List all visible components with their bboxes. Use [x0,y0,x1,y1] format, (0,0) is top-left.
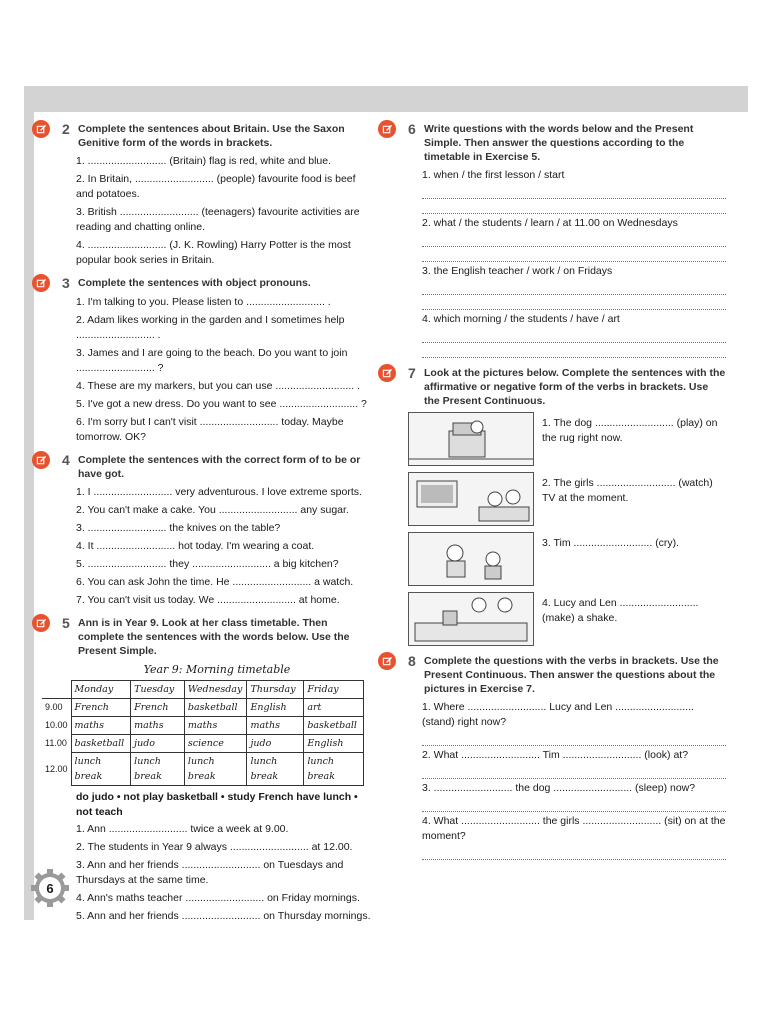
timetable-cell: lunch break [131,753,185,786]
answer-line[interactable] [422,201,726,214]
exercise-instruction: Ann is in Year 9. Look at her class timetable. Then complete the sentences with the words below. Use the Present Simple. [78,617,350,657]
table-row [42,717,364,735]
exercise-item: 2. In Britain, ........................... (people) favourite food is beef and potatoes. [76,173,356,200]
exercise-instruction: Complete the questions with the verbs in brackets. Use the Present Continuous. Then answer the questions about the pictures in Exercise 7. [424,655,719,695]
exercise-item: 6. I'm sorry but I can't visit ........................... today. Maybe tomorrow. OK? [76,416,344,443]
exercise-item: 2. Adam likes working in the garden and I sometimes help ........................... . [76,314,345,341]
timetable-day-header: Friday [304,681,364,699]
timetable-day-header: Thursday [247,681,304,699]
answer-line[interactable] [422,345,726,358]
exercise-item: 5. Ann and her friends ........................... on Thursday mornings. [76,910,371,922]
table-row [42,735,364,753]
exercise-item: 2. what / the students / learn / at 11.00 on Wednesdays [422,217,678,229]
exercise-item: 3. the English teacher / work / on Fridays [422,265,613,277]
page-number: 6 [46,880,54,896]
exercise-item: 4. These are my markers, but you can use ........................... . [76,380,360,392]
exercise-instruction: Complete the sentences with object pronouns. [78,277,311,289]
answer-line[interactable] [422,847,726,860]
exercise-item: 4. ........................... (J. K. Rowling) Harry Potter is the most popular book series in Britain. [76,239,351,266]
exercise-number: 5 [62,615,70,631]
timetable-cell: maths [247,717,304,735]
exercise-item: 1. when / the first lesson / start [422,169,565,181]
timetable-day-header: Monday [71,681,131,699]
exercise-item: 2. You can't make a cake. You ........................... any sugar. [76,504,349,516]
exercise-4 [62,453,372,608]
timetable-time: 10.00 [42,717,71,735]
exercise-item: 6. You can ask John the time. He ........................... a watch. [76,576,354,588]
exercise-item: 5. I've got a new dress. Do you want to see ........................... ? [76,398,367,410]
exercise-item: 3. ........................... the knives on the table? [76,522,281,534]
exercise-item: 3. Tim ........................... (cry). [542,537,680,549]
exercise-3 [62,276,372,445]
picture-item [408,592,726,646]
timetable-time: 9.00 [42,699,71,717]
timetable-day-header: Tuesday [131,681,185,699]
exercise-item: 2. What ........................... Tim ........................... (look) at? [422,749,689,761]
girls-watching-tv-illustration [408,472,534,526]
timetable-cell: basketball [71,735,131,753]
picture-item [408,412,726,466]
exercise-item: 3. James and I are going to the beach. Do you want to join ........................... ? [76,347,348,374]
timetable-cell: science [184,735,247,753]
pencil-icon[interactable] [378,364,396,382]
exercise-6 [408,122,726,358]
exercise-item: 2. The girls ........................... (watch) TV at the moment. [542,477,713,504]
timetable-time: 12.00 [42,753,71,786]
making-shake-illustration [408,592,534,646]
exercise-item: 3. British ........................... (teenagers) favourite activities are reading and chatting online. [76,206,360,233]
table-row [42,753,364,786]
timetable-cell: maths [184,717,247,735]
timetable-cell: art [304,699,364,717]
answer-line[interactable] [422,249,726,262]
exercise-item: 4. Ann's maths teacher ........................... on Friday mornings. [76,892,360,904]
left-column [45,121,372,932]
timetable-day-header: Wednesday [184,681,247,699]
timetable-cell: lunch break [247,753,304,786]
timetable-cell: lunch break [304,753,364,786]
timetable-cell: basketball [184,699,247,717]
exercise-item: 7. You can't visit us today. We ........................... at home. [76,594,340,606]
timetable-cell: English [247,699,304,717]
exercise-instruction: Look at the pictures below. Complete the sentences with the affirmative or negative form of the verbs in brackets. Use the Present Continuous. [424,367,726,407]
exercise-number: 8 [408,653,416,669]
exercise-7 [408,366,726,646]
timetable-cell: lunch break [71,753,131,786]
exercise-item: 4. which morning / the students / have / art [422,313,620,325]
exercise-item: 5. ........................... they ........................... a big kitchen? [76,558,339,570]
exercise-item: 1. I ........................... very adventurous. I love extreme sports. [76,486,362,498]
picture-item [408,472,726,526]
exercise-item: 1. The dog ........................... (play) on the rug right now. [542,417,718,444]
page-top-band [24,86,748,112]
picture-item [408,532,726,586]
answer-line[interactable] [422,733,726,746]
timetable-cell: judo [247,735,304,753]
answer-line[interactable] [422,282,726,295]
timetable-cell: French [71,699,131,717]
timetable-cell: maths [131,717,185,735]
answer-line[interactable] [422,766,726,779]
boy-crying-illustration [408,532,534,586]
pencil-icon[interactable] [32,274,50,292]
pencil-icon[interactable] [378,120,396,138]
exercise-number: 6 [408,121,416,137]
exercise-instruction: Complete the sentences about Britain. Use the Saxon Genitive form of the words in brackets. [78,123,345,149]
exercise-number: 7 [408,365,416,381]
exercise-item: 1. I'm talking to you. Please listen to ........................... . [76,296,331,308]
pencil-icon[interactable] [32,451,50,469]
exercise-item: 4. It ........................... hot today. I'm wearing a coat. [76,540,315,552]
exercise-2 [62,122,372,268]
timetable [42,680,364,786]
exercise-item: 4. Lucy and Len ........................... (make) a shake. [542,597,699,624]
exercise-item: 1. Ann ........................... twice a week at 9.00. [76,823,289,835]
exercise-number: 4 [62,452,70,468]
timetable-cell: French [131,699,185,717]
answer-line[interactable] [422,186,726,199]
timetable-corner [42,681,71,699]
exercise-instruction: Write questions with the words below and the Present Simple. Then answer the questions according to the timetable in Exercise 5. [424,123,694,163]
answer-line[interactable] [422,330,726,343]
timetable-cell: English [304,735,364,753]
page-left-edge [24,112,34,920]
exercise-number: 2 [62,121,70,137]
timetable-title: Year 9: Morning timetable [143,663,291,676]
word-box: do judo • not play basketball • study French have lunch • not teach [76,791,358,818]
exercise-item: 2. The students in Year 9 always ........................... at 12.00. [76,841,353,853]
exercise-number: 3 [62,275,70,291]
pencil-icon[interactable] [32,120,50,138]
exercise-item: 3. Ann and her friends ........................... on Tuesdays and Thursdays at the same time. [76,859,344,886]
exercise-item: 1. Where ........................... Lucy and Len ........................... (stand) right now? [422,701,694,728]
exercise-item: 3. ........................... the dog ........................... (sleep) now? [422,782,696,794]
exercise-item: 4. What ........................... the girls ........................... (sit) on at the moment? [422,815,726,842]
answer-line[interactable] [422,297,726,310]
timetable-time: 11.00 [42,735,71,753]
timetable-cell: maths [71,717,131,735]
pencil-icon[interactable] [378,652,396,670]
table-row [42,699,364,717]
exercise-5 [45,615,372,924]
exercise-item: 1. ........................... (Britain) flag is red, white and blue. [76,155,332,167]
timetable-cell: basketball [304,717,364,735]
timetable-cell: lunch break [184,753,247,786]
timetable-cell: judo [131,735,185,753]
right-column [408,122,726,868]
exercise-8 [408,654,726,860]
answer-line[interactable] [422,799,726,812]
pencil-icon[interactable] [32,614,50,632]
answer-line[interactable] [422,234,726,247]
dog-on-armchair-illustration [408,412,534,466]
exercise-instruction: Complete the sentences with the correct form of to be or have got. [78,454,361,480]
